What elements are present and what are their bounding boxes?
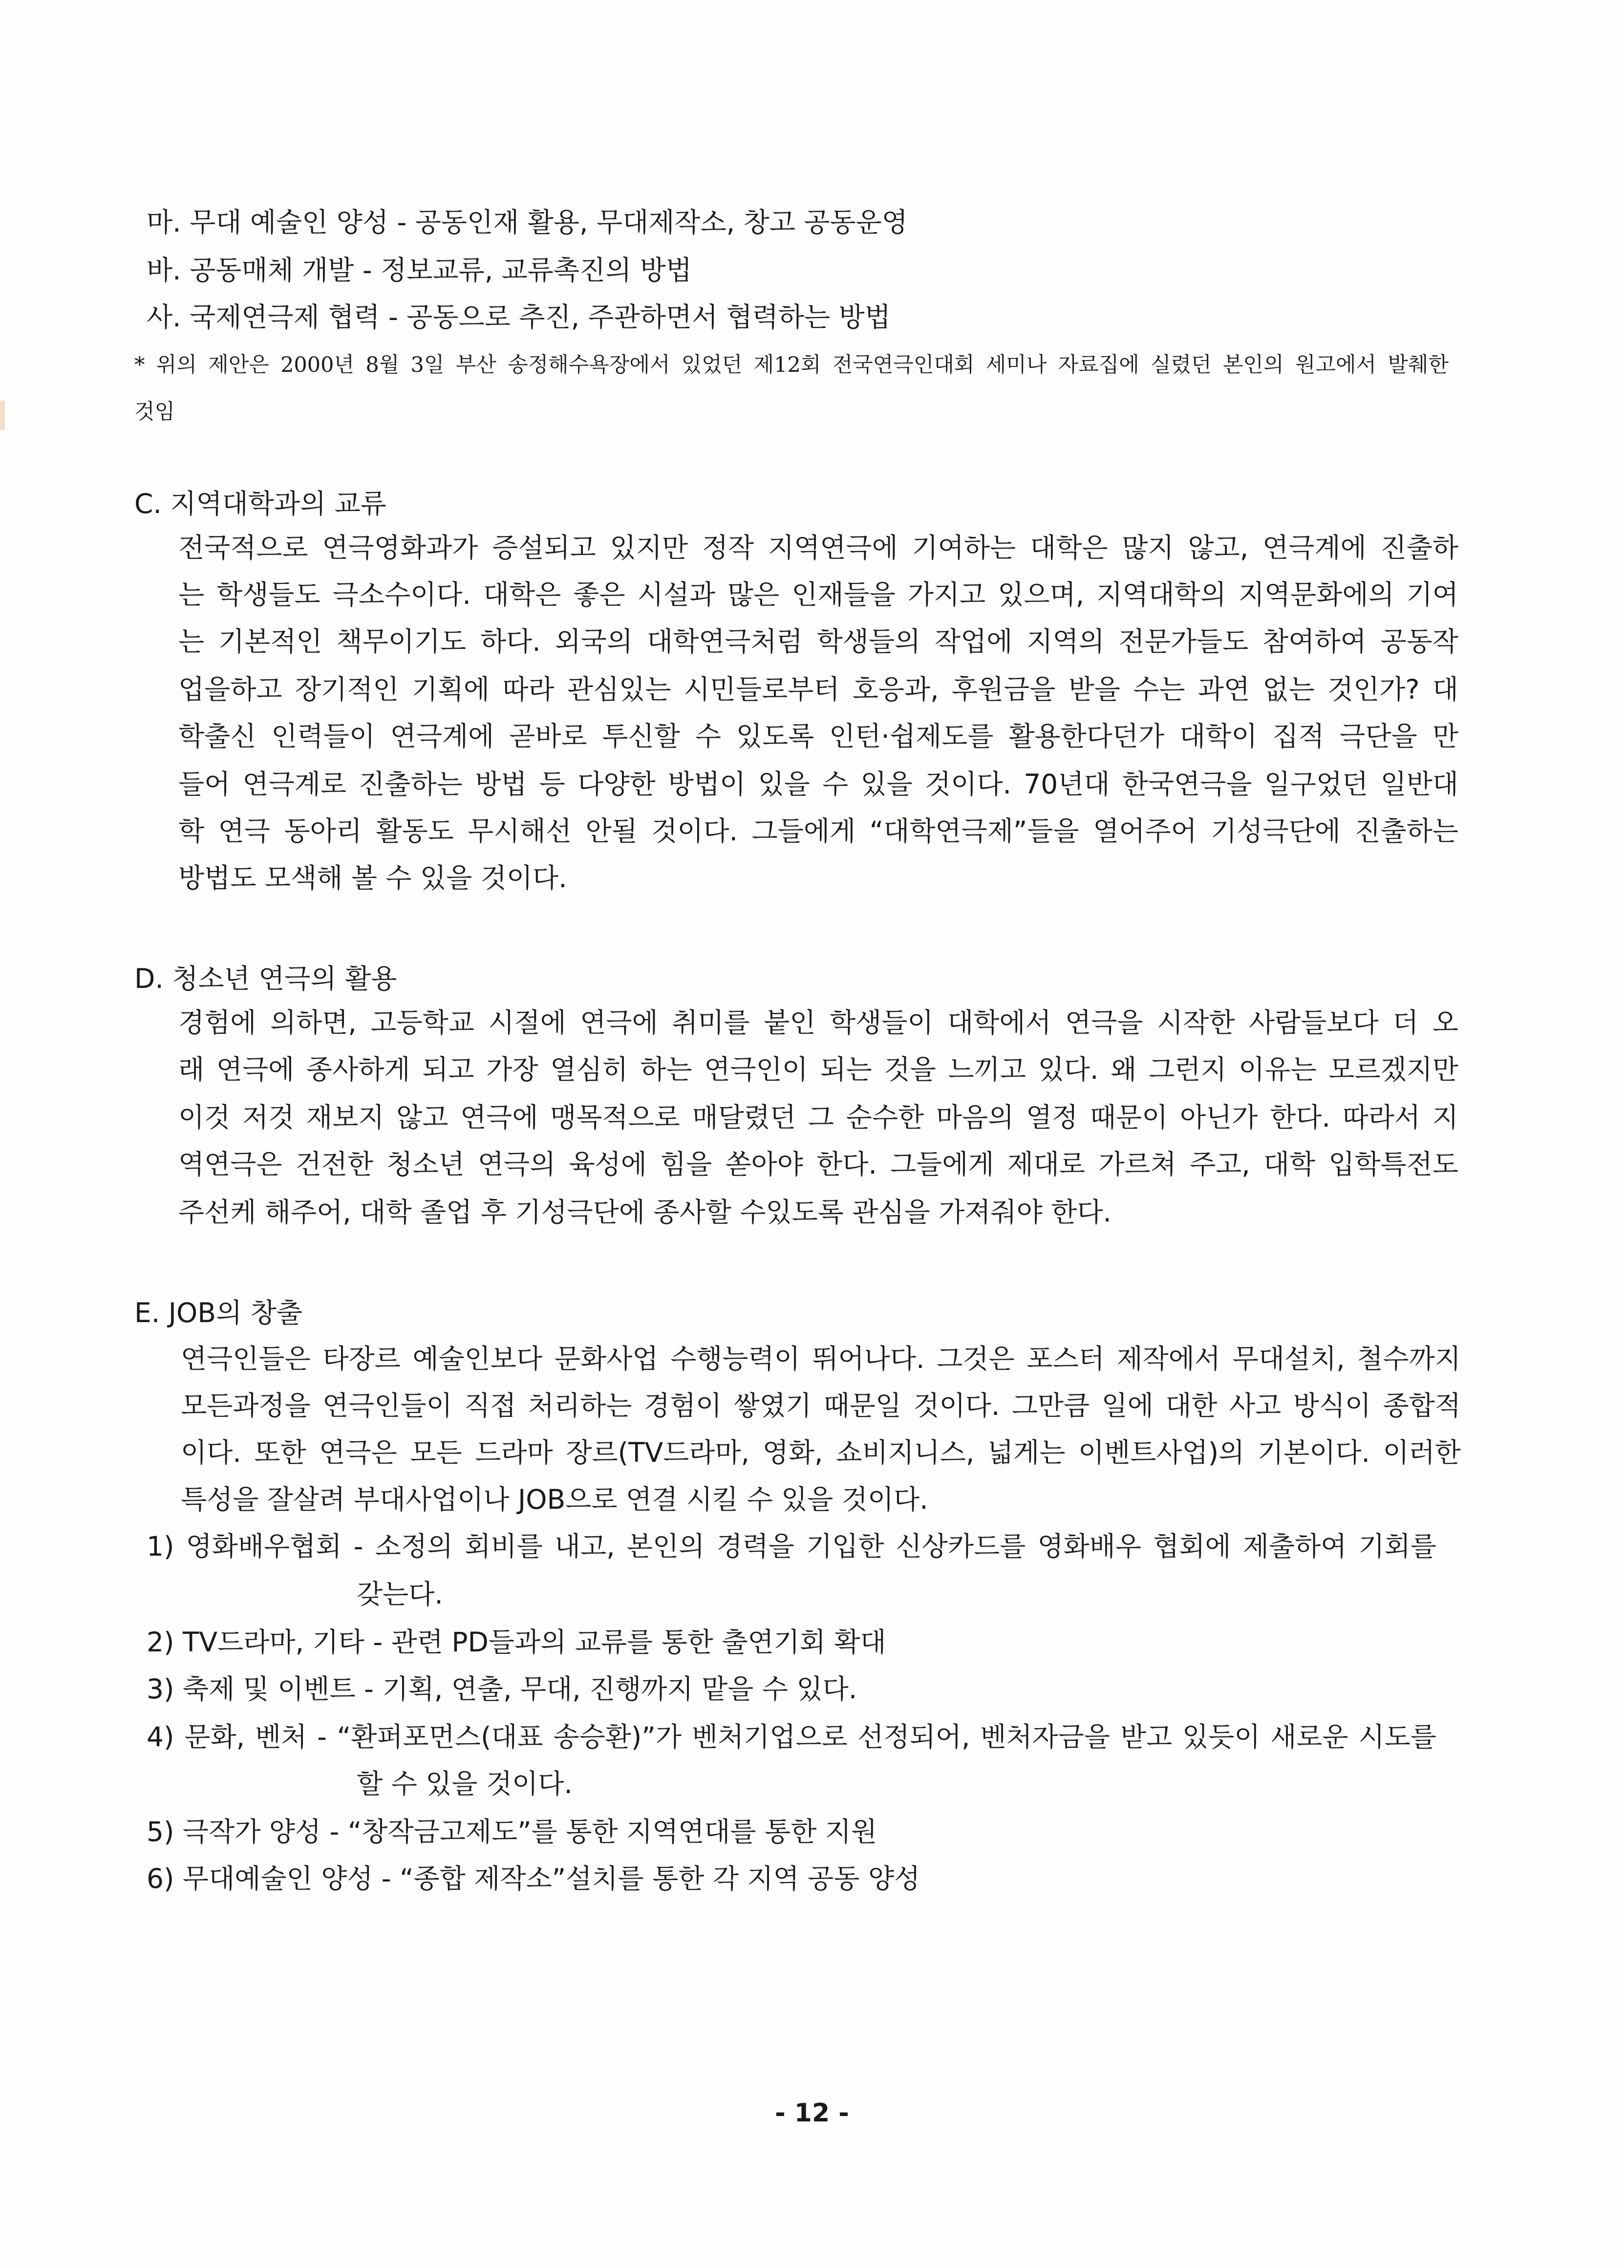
section-e-line: 모든과정을 연극인들이 직접 처리하는 경험이 쌓였기 때문일 것이다. 그만큼 일에 대한 사고 방식이 종합적	[181, 1390, 1461, 1421]
section-d-line: 이것 저것 재보지 않고 연극에 맹목적으로 매달렸던 그 순수한 마음의 열정 때문이 아닌가 한다. 따라서 지	[178, 1102, 1458, 1133]
section-d-line: 주선케 해주어, 대학 졸업 후 기성극단에 종사할 수있도록 관심을 가져줘야 한다.	[178, 1197, 1111, 1228]
section-e-line: 특성을 잘살려 부대사업이나 JOB으로 연결 시킬 수 있을 것이다.	[181, 1484, 928, 1515]
section-c-line: 업을하고 장기적인 기획에 따라 관심있는 시민들로부터 호응과, 후원금을 받을 수는 과연 없는 것인가? 대	[178, 674, 1458, 705]
page-number: - 12 -	[775, 2098, 849, 2128]
section-c-line: 전국적으로 연극영화과가 증설되고 있지만 정작 지역연극에 기여하는 대학은 많지 않고, 연극계에 진출하	[178, 532, 1458, 563]
scan-edge-mark	[0, 401, 5, 430]
footnote-line-2: 것임	[134, 400, 175, 424]
section-e-list-item: 1) 영화배우협회 - 소정의 회비를 내고, 본인의 경력을 기입한 신상카드를 영화배우 협회에 제출하여 기회를	[147, 1531, 1436, 1562]
section-e-list-item: 2) TV드라마, 기타 - 관련 PD들과의 교류를 통한 출연기회 확대	[147, 1626, 886, 1658]
section-c-line: 학출신 인력들이 연극계에 곧바로 투신할 수 있도록 인턴·쉽제도를 활용한다던가 대학이 집적 극단을 만	[178, 721, 1458, 752]
section-d-line: 역연극은 건전한 청소년 연극의 육성에 힘을 쏟아야 한다. 그들에게 제대로 가르쳐 주고, 대학 입학특전도	[178, 1149, 1458, 1180]
section-e-heading: E. JOB의 창출	[134, 1297, 302, 1328]
section-e-list-item-cont: 갖는다.	[357, 1579, 443, 1610]
section-c-heading: C. 지역대학과의 교류	[134, 488, 386, 519]
section-d-line: 래 연극에 종사하게 되고 가장 열심히 하는 연극인이 되는 것을 느끼고 있다. 왜 그런지 이유는 모르겠지만	[178, 1054, 1458, 1085]
section-c-line: 는 학생들도 극소수이다. 대학은 좋은 시설과 많은 인재들을 가지고 있으며, 지역대학의 지역문화에의 기여	[178, 579, 1458, 610]
section-c-line: 학 연극 동아리 활동도 무시해선 안될 것이다. 그들에게 “대학연극제”들을 열어주어 기성극단에 진출하는	[178, 815, 1458, 847]
list-item-ba: 바. 공동매체 개발 - 정보교류, 교류촉진의 방법	[147, 255, 692, 286]
section-c-line: 방법도 모색해 볼 수 있을 것이다.	[178, 862, 567, 894]
list-item-ma: 마. 무대 예술인 양성 - 공동인재 활용, 무대제작소, 창고 공동운영	[147, 207, 908, 238]
footnote-line-1: * 위의 제안은 2000년 8월 3일 부산 송정해수욕장에서 있었던 제12회 전국연극인대회 세미나 자료집에 실렸던 본인의 원고에서 발췌한	[134, 353, 1449, 377]
section-c-line: 들어 연극계로 진출하는 방법 등 다양한 방법이 있을 수 있을 것이다. 70년대 한국연극을 일구었던 일반대	[178, 769, 1458, 800]
section-e-list-item: 3) 축제 및 이벤트 - 기획, 연출, 무대, 진행까지 맡을 수 있다.	[147, 1673, 857, 1705]
section-e-list-item: 5) 극작가 양성 - “창작금고제도”를 통한 지역연대를 통한 지원	[147, 1816, 877, 1847]
section-d-heading: D. 청소년 연극의 활용	[134, 963, 397, 994]
section-e-line: 이다. 또한 연극은 모든 드라마 장르(TV드라마, 영화, 쇼비지니스, 넓게는 이벤트사업)의 기본이다. 이러한	[181, 1437, 1461, 1468]
section-c-line: 는 기본적인 책무이기도 하다. 외국의 대학연극처럼 학생들의 작업에 지역의 전문가들도 참여하여 공동작	[178, 626, 1458, 657]
list-item-sa: 사. 국제연극제 협력 - 공동으로 추진, 주관하면서 협력하는 방법	[147, 301, 891, 333]
section-d-line: 경험에 의하면, 고등학교 시절에 연극에 취미를 붙인 학생들이 대학에서 연극을 시작한 사람들보다 더 오	[178, 1007, 1458, 1038]
section-e-list-item-cont: 할 수 있을 것이다.	[357, 1768, 573, 1799]
section-e-line: 연극인들은 타장르 예술인보다 문화사업 수행능력이 뛰어나다. 그것은 포스터 제작에서 무대설치, 철수까지	[181, 1343, 1461, 1374]
section-e-list-item: 4) 문화, 벤처 - “환퍼포먼스(대표 송승환)”가 벤처기업으로 선정되어, 벤처자금을 받고 있듯이 새로운 시도를	[147, 1721, 1436, 1753]
section-e-list-item: 6) 무대예술인 양성 - “종합 제작소”설치를 통한 각 지역 공동 양성	[147, 1863, 920, 1894]
